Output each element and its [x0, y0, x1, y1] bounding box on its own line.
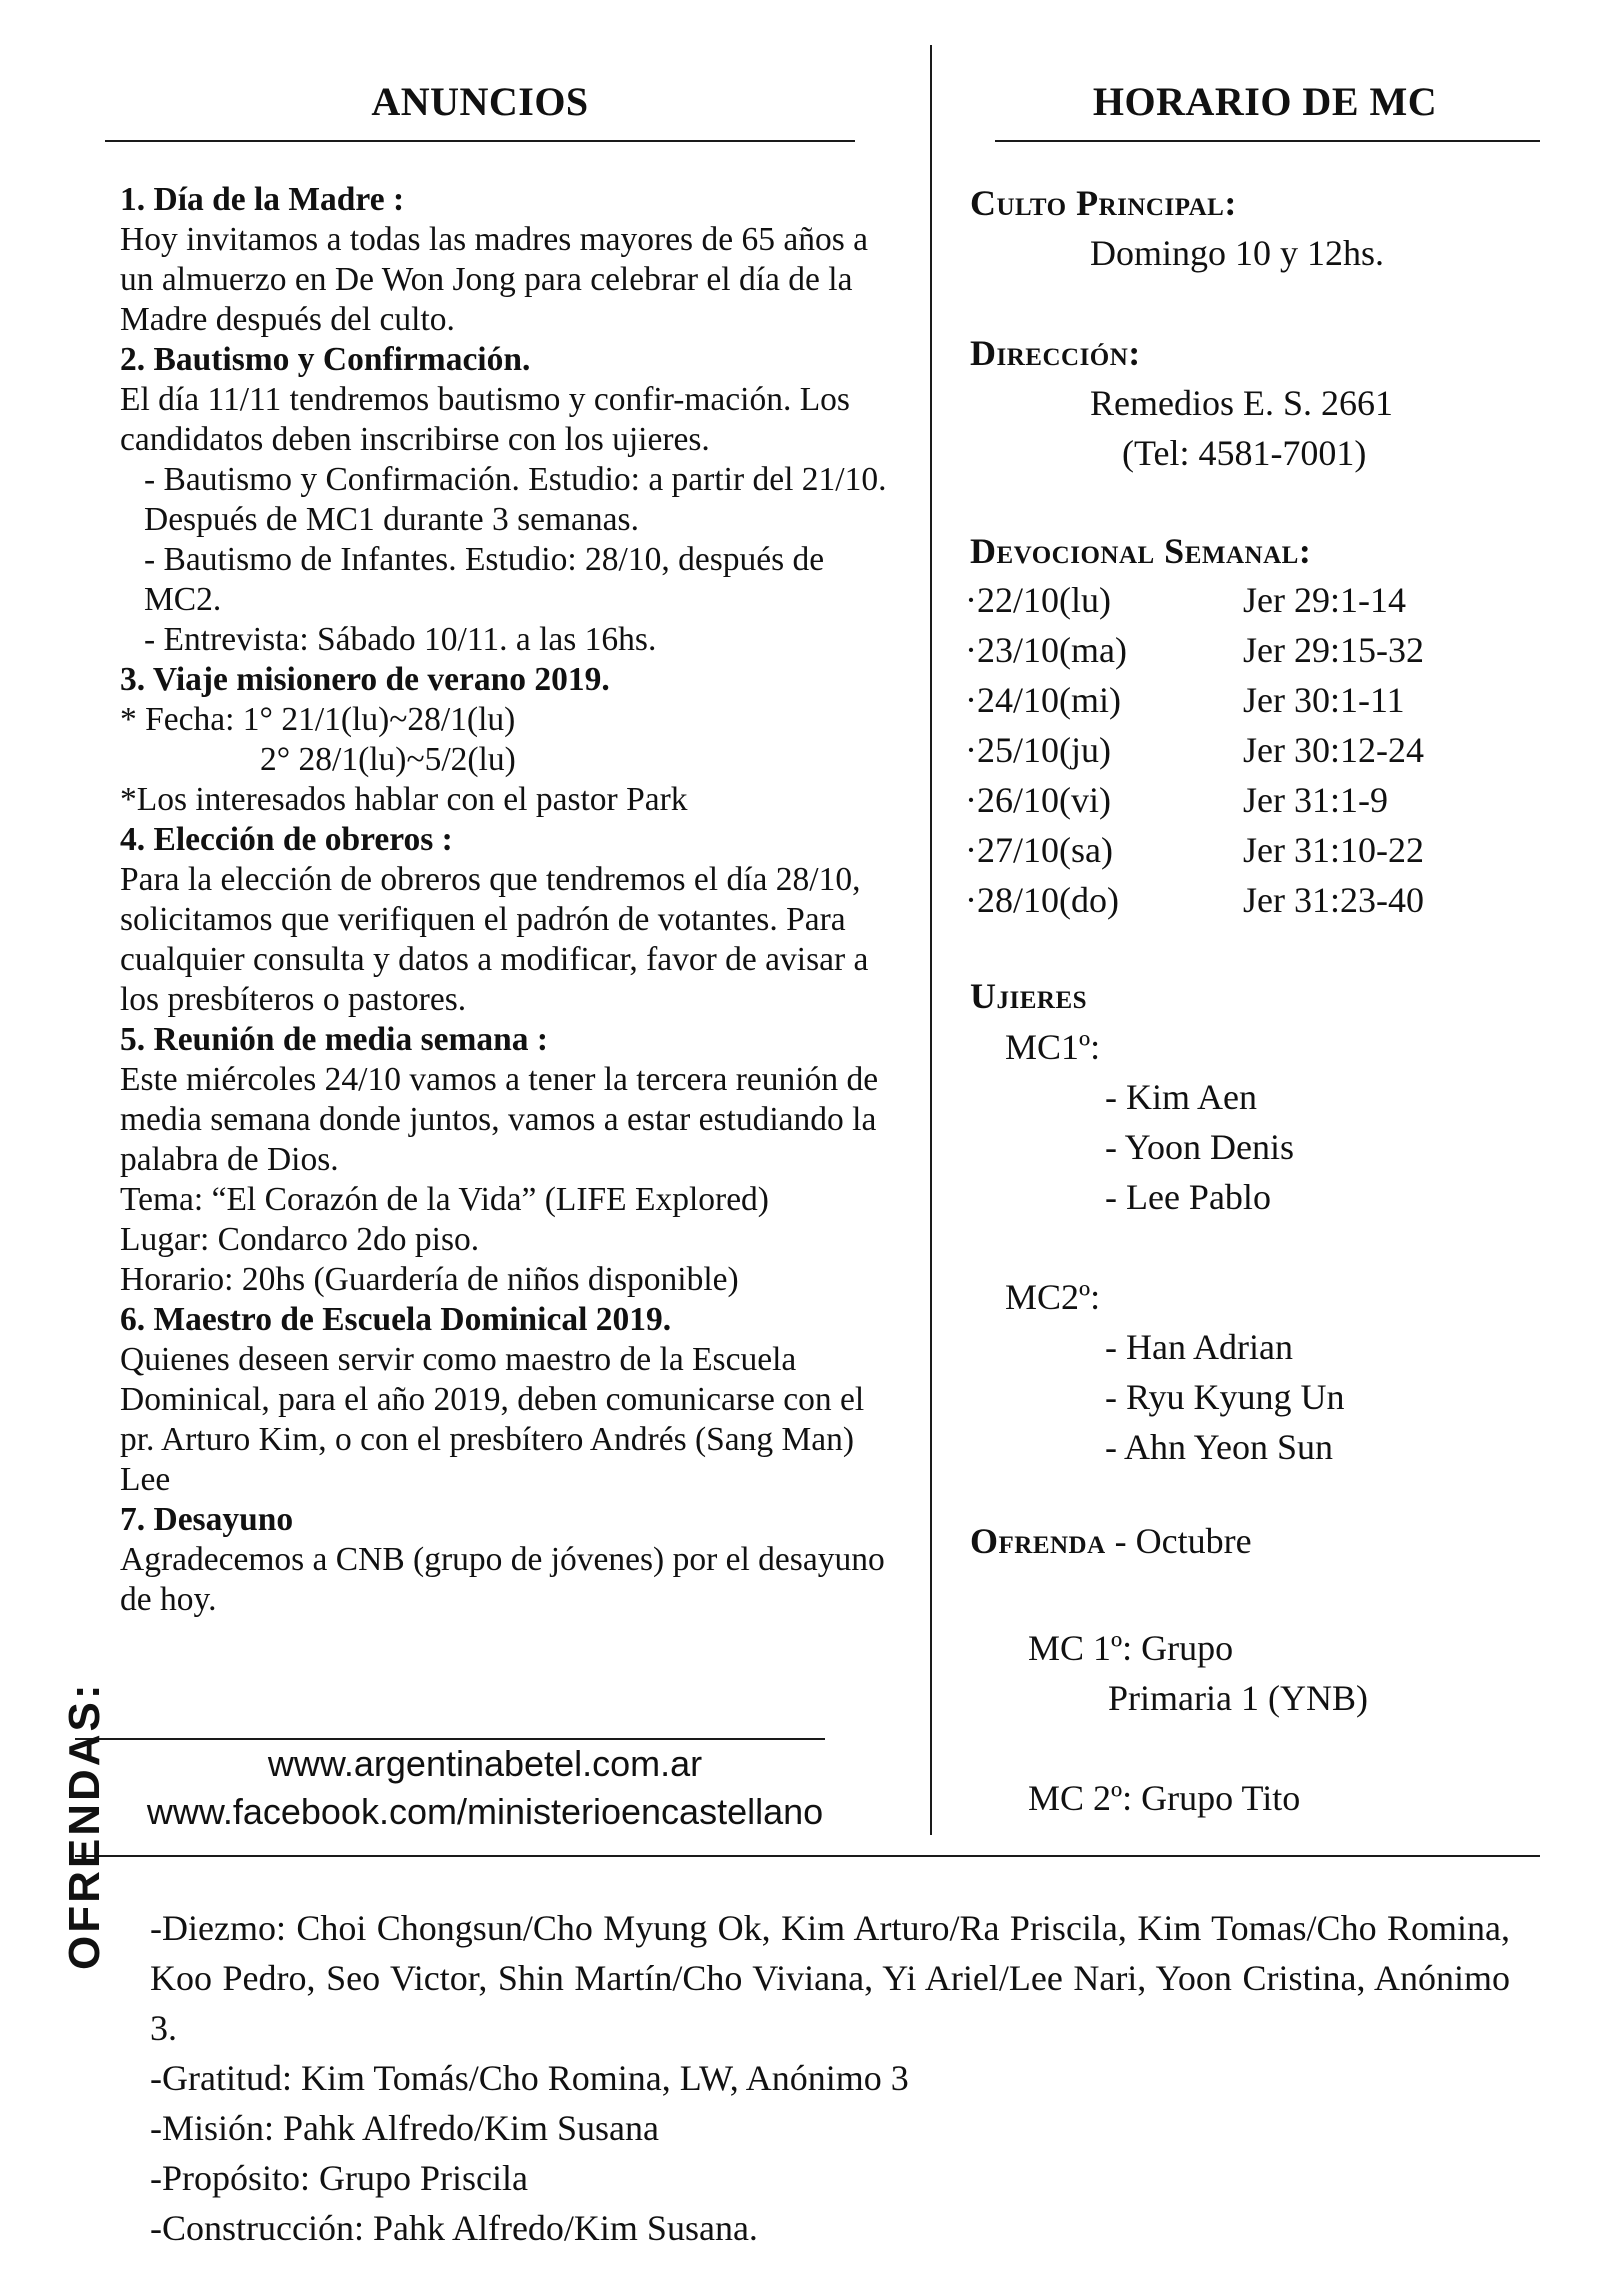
- website-link[interactable]: www.argentinabetel.com.ar: [267, 1743, 703, 1784]
- devocional-list: [965, 575, 1424, 925]
- usher-name: - Kim Aen: [1105, 1077, 1257, 1117]
- bottom-rule: [75, 1855, 1540, 1857]
- devocional-row: [965, 725, 1424, 775]
- ofrenda-line: -Gratitud: Kim Tomás/Cho Romina, LW, Anónimo 3: [150, 2058, 909, 2098]
- usher-name: - Han Adrian: [1105, 1327, 1293, 1367]
- devocional-row: [965, 875, 1424, 925]
- anuncio-line: * Fecha: 1° 21/1(lu)~28/1(lu): [120, 701, 516, 738]
- direccion-label: Dirección:: [970, 333, 1141, 373]
- usher-name: - Yoon Denis: [1105, 1127, 1295, 1167]
- anuncio-line: *Los interesados hablar con el pastor Park: [120, 781, 688, 818]
- devocional-date: ·23/10(ma): [965, 630, 1127, 670]
- devocional-date: ·27/10(sa): [965, 830, 1113, 870]
- culto-value: Domingo 10 y 12hs.: [1090, 233, 1385, 273]
- anuncio-heading: 2. Bautismo y Confirmación.: [120, 341, 531, 378]
- anuncio-heading: 3. Viaje misionero de verano 2019.: [120, 661, 610, 698]
- devocional-ref: Jer 31:1-9: [1243, 780, 1388, 820]
- anuncio-heading: 1. Día de la Madre :: [120, 181, 405, 218]
- devocional-date: ·28/10(do): [965, 880, 1119, 920]
- culto-label: Culto Principal:: [970, 183, 1237, 223]
- anuncio-body: Hoy invitamos a todas las madres mayores de 65 años a un almuerzo en De Won Jong para celebrar el día de la Madre después del culto.: [120, 221, 868, 338]
- ofrenda-line: -Diezmo: Choi Chongsun/Cho Myung Ok, Kim Arturo/Ra Priscila, Kim Tomas/Cho Romina, Koo Pedro, Seo Victor, Shin Martín/Cho Viviana, Yi Ariel/Lee Nari, Yoon Cristina, Anónimo 3.: [150, 1908, 1510, 2048]
- ofrenda-line: -Misión: Pahk Alfredo/Kim Susana: [150, 2108, 659, 2148]
- anuncios-rule: [105, 140, 855, 142]
- devocional-date: ·25/10(ju): [965, 730, 1111, 770]
- anuncios-list: [120, 180, 890, 1620]
- devocional-ref: Jer 30:12-24: [1243, 730, 1424, 770]
- ofrenda-line: -Propósito: Grupo Priscila: [150, 2158, 528, 2198]
- devocional-row: [965, 825, 1424, 875]
- horario-rule: [995, 140, 1540, 142]
- anuncio-line: 2° 28/1(lu)~5/2(lu): [260, 741, 516, 778]
- anuncio-body: Quienes deseen servir como maestro de la Escuela Dominical, para el año 2019, deben comunicarse con el pr. Arturo Kim, o con el presbítero Andrés (Sang Man) Lee: [120, 1341, 865, 1498]
- facebook-link[interactable]: www.facebook.com/ministerioencastellano: [146, 1791, 824, 1832]
- ofrenda-label: Ofrenda: [970, 1521, 1106, 1561]
- ofrenda-heading: [970, 1520, 1252, 1562]
- anuncio-1: [120, 180, 890, 340]
- web-links: [70, 1740, 900, 1836]
- ujieres-label: Ujieres: [970, 976, 1088, 1016]
- anuncios-title: ANUNCIOS: [371, 79, 589, 124]
- devocional-ref: Jer 31:10-22: [1243, 830, 1424, 870]
- devocional-ref: Jer 31:23-40: [1243, 880, 1424, 920]
- anuncio-2: [120, 340, 890, 660]
- usher-name: - Lee Pablo: [1105, 1177, 1271, 1217]
- devocional-ref: Jer 29:1-14: [1243, 580, 1406, 620]
- devocional-date: ·26/10(vi): [965, 780, 1111, 820]
- usher-name: - Ryu Kyung Un: [1105, 1377, 1345, 1417]
- anuncio-heading: 6. Maestro de Escuela Dominical 2019.: [120, 1301, 672, 1338]
- anuncio-heading: 4. Elección de obreros :: [120, 821, 453, 858]
- anuncio-line: Lugar: Condarco 2do piso.: [120, 1221, 480, 1258]
- anuncio-body: Para la elección de obreros que tendremos el día 28/10, solicitamos que verifiquen el padrón de votantes. Para cualquier consulta y datos a modificar, favor de avisar a los presbíteros o pastores.: [120, 861, 869, 1018]
- anuncio-heading: 7. Desayuno: [120, 1501, 294, 1538]
- devocional-ref: Jer 29:15-32: [1243, 630, 1424, 670]
- direccion-value: Remedios E. S. 2661: [1090, 383, 1393, 423]
- anuncio-3: [120, 660, 890, 820]
- anuncio-body: El día 11/11 tendremos bautismo y confir-mación. Los candidatos deben inscribirse con los ujieres.: [120, 381, 850, 458]
- ofrendas-label: OFRENDAS:: [60, 1681, 109, 1970]
- anuncio-7: [120, 1500, 890, 1620]
- ofrenda-mc1-group: Primaria 1 (YNB): [1108, 1678, 1368, 1718]
- ofrenda-mc2: MC 2º: Grupo Tito: [1028, 1778, 1301, 1818]
- ofrenda-line: -Construcción: Pahk Alfredo/Kim Susana.: [150, 2208, 758, 2248]
- anuncio-line: Tema: “El Corazón de la Vida” (LIFE Explored): [120, 1181, 769, 1218]
- anuncio-6: [120, 1300, 890, 1500]
- devocional-row: [965, 625, 1424, 675]
- devocional-row: [965, 775, 1424, 825]
- usher-name: - Ahn Yeon Sun: [1105, 1427, 1334, 1467]
- anuncio-body: Agradecemos a CNB (grupo de jóvenes) por el desayuno de hoy.: [120, 1541, 885, 1618]
- devocional-ref: Jer 30:1-11: [1243, 680, 1405, 720]
- mc1-ushers: [1105, 1072, 1294, 1222]
- anuncio-heading: 5. Reunión de media semana :: [120, 1021, 549, 1058]
- direccion-tel: (Tel: 4581-7001): [1122, 433, 1367, 473]
- column-divider: [930, 45, 932, 1835]
- anuncio-subitem: - Bautismo de Infantes. Estudio: 28/10, después de MC2.: [144, 541, 825, 618]
- devocional-row: [965, 675, 1424, 725]
- devocional-label: Devocional Semanal:: [970, 531, 1312, 571]
- devocional-row: [965, 575, 1424, 625]
- anuncio-subitem: - Entrevista: Sábado 10/11. a las 16hs.: [144, 621, 657, 658]
- horario-title: HORARIO DE MC: [1092, 79, 1438, 124]
- anuncio-4: [120, 820, 890, 1020]
- devocional-date: ·24/10(mi): [965, 680, 1121, 720]
- ofrendas-list: [150, 1903, 1510, 2253]
- anuncio-subitem: - Bautismo y Confirmación. Estudio: a partir del 21/10. Después de MC1 durante 3 semanas.: [144, 461, 887, 538]
- mc2-label: MC2º:: [1005, 1277, 1101, 1317]
- anuncio-body: Este miércoles 24/10 vamos a tener la tercera reunión de media semana donde juntos, vamos a estar estudiando la palabra de Dios.: [120, 1061, 879, 1178]
- anuncio-5: [120, 1020, 890, 1300]
- anuncio-line: Horario: 20hs (Guardería de niños disponible): [120, 1261, 739, 1298]
- ofrenda-month: - Octubre: [1105, 1521, 1252, 1561]
- ofrenda-mc1: MC 1º: Grupo: [1028, 1628, 1234, 1668]
- devocional-date: ·22/10(lu): [965, 580, 1111, 620]
- mc2-ushers: [1105, 1322, 1345, 1472]
- mc1-label: MC1º:: [1005, 1027, 1101, 1067]
